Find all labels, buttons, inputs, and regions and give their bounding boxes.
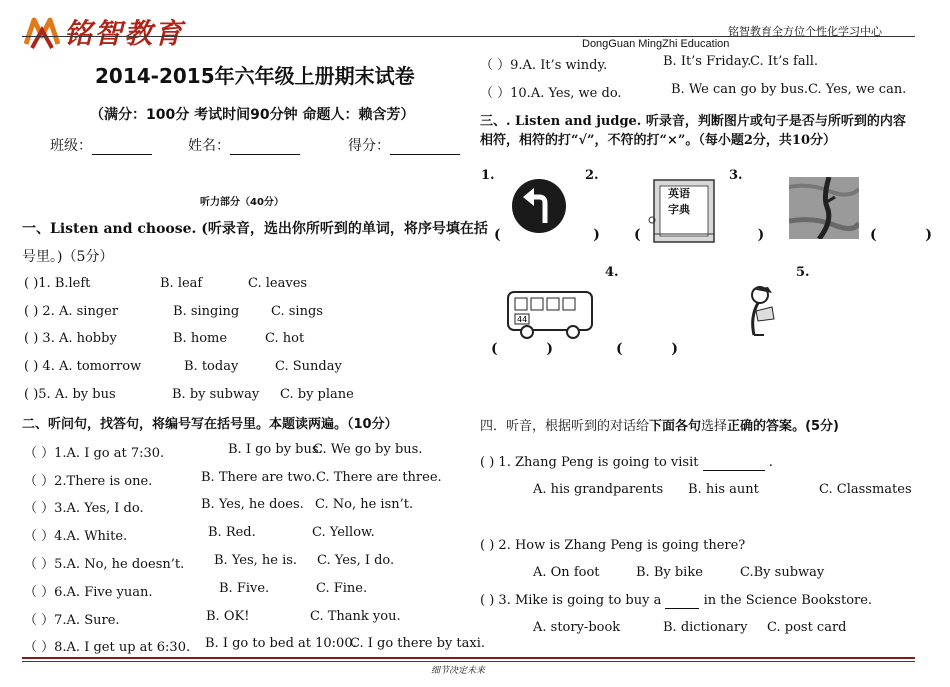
section4-heading-bold2: 正确的答案	[727, 419, 793, 434]
name-field[interactable]	[188, 135, 300, 155]
answer-paren[interactable]: ( )	[480, 593, 495, 608]
answer-paren[interactable]: （ ）	[480, 86, 511, 101]
answer-paren[interactable]: （ ）	[24, 640, 55, 655]
option-a: 8.A. I get up at 6:30.	[54, 640, 191, 655]
option-c: C. hot	[265, 331, 305, 346]
answer-blank[interactable]: ( )	[616, 341, 678, 357]
climber-photo	[789, 177, 859, 239]
question-text-end: .	[768, 455, 773, 470]
option-b: B. I go by bus.	[228, 442, 323, 457]
question-text: 1. Zhang Peng is going to visit	[498, 455, 699, 470]
answer-blank[interactable]	[703, 455, 765, 471]
section4-heading-post: 。(5分)	[792, 419, 839, 434]
answer-blank[interactable]: ( )	[870, 227, 932, 243]
name-blank[interactable]	[230, 140, 300, 155]
answer-paren[interactable]: ( )	[24, 331, 39, 346]
option-a: 2. A. singer	[42, 304, 119, 319]
answer-paren[interactable]: （ ）	[24, 501, 55, 516]
option-c: C. leaves	[248, 276, 308, 291]
answer-paren[interactable]: ( )	[24, 359, 39, 374]
class-field[interactable]	[50, 135, 152, 155]
score-blank[interactable]	[390, 140, 460, 155]
list-item	[24, 304, 118, 319]
footer-motto: 细节决定未来	[431, 666, 486, 676]
option-b: B. leaf	[160, 276, 203, 291]
option-a: 5. A. by bus	[38, 387, 116, 402]
option-a: 1.A. I go at 7:30.	[54, 446, 165, 461]
option-a: 6.A. Five yuan.	[54, 585, 153, 600]
person-reading-icon	[728, 283, 786, 339]
option-b: B. By bike	[636, 565, 703, 580]
list-item	[480, 82, 622, 101]
list-item	[24, 581, 153, 600]
list-item	[24, 387, 116, 402]
option-b: B. today	[184, 359, 239, 374]
option-a: 3. A. hobby	[42, 331, 117, 346]
answer-paren[interactable]: ( )	[480, 538, 495, 553]
answer-blank[interactable]: ( )	[634, 227, 765, 243]
option-b: B. Yes, he does.	[201, 497, 304, 512]
option-a: 5.A. No, he doesn’t.	[54, 557, 185, 572]
logo-icon	[24, 14, 60, 50]
answer-paren[interactable]: （ ）	[480, 58, 511, 73]
option-b: B. singing	[173, 304, 240, 319]
section4-heading-mid: 选择	[701, 419, 728, 434]
answer-blank[interactable]: ( )	[491, 341, 553, 357]
section2-heading: 二、听问句，找答句，将编号写在括号里。本题读两遍。（10分）	[22, 417, 398, 432]
option-c: C. I go there by taxi.	[350, 636, 486, 651]
option-a: 10.A. Yes, we do.	[510, 86, 622, 101]
header-rule	[22, 36, 915, 37]
section1-heading-2: 号里。)（5分）	[22, 249, 114, 265]
option-c: C. Yes, I do.	[317, 553, 395, 568]
answer-paren[interactable]: （ ）	[24, 585, 55, 600]
option-c: C. Sunday	[275, 359, 342, 374]
option-b: B. Red.	[208, 525, 256, 540]
option-c: C. sings	[271, 304, 323, 319]
option-b: B. by subway	[172, 387, 260, 402]
answer-paren[interactable]: （ ）	[24, 474, 55, 489]
option-b: B. his aunt	[688, 482, 759, 497]
list-item	[480, 54, 607, 73]
option-b: B. It’s Friday.	[663, 54, 752, 69]
question-row	[480, 455, 773, 471]
option-b: B. OK!	[206, 609, 250, 624]
picture-number: 1.	[481, 168, 495, 183]
section3-heading-2: 相符，相符的打“√”，不符的打“×”。（每小题2分，共10分）	[480, 133, 836, 148]
option-a: A. On foot	[533, 565, 600, 580]
option-c: C. post card	[767, 620, 847, 635]
list-item	[24, 470, 152, 489]
answer-paren[interactable]: ( )	[24, 276, 39, 291]
option-b: B. Yes, he is.	[214, 553, 298, 568]
answer-paren[interactable]: （ ）	[24, 557, 55, 572]
section1-heading-1: 一、Listen and choose. (听录音，选出你所听到的单词，将序号填在括	[22, 221, 488, 237]
option-c: C. Thank you.	[310, 609, 401, 624]
option-a: A. story-book	[533, 620, 621, 635]
option-c: C. We go by bus.	[313, 442, 423, 457]
option-a: 2.There is one.	[54, 474, 153, 489]
footer-rule-thin	[22, 661, 915, 662]
header-org-en: DongGuan MingZhi Education	[582, 38, 730, 50]
list-item	[24, 553, 184, 572]
class-blank[interactable]	[92, 140, 152, 155]
list-item	[24, 636, 190, 655]
option-b: B. home	[173, 331, 228, 346]
picture-number: 5.	[796, 265, 810, 280]
picture-number: 4.	[605, 265, 619, 280]
question-row	[480, 593, 872, 609]
option-c: C. No, he isn’t.	[315, 497, 414, 512]
picture-number: 2.	[585, 168, 599, 183]
answer-paren[interactable]: ( )	[24, 304, 39, 319]
option-a: 4.A. White.	[54, 529, 128, 544]
score-field[interactable]	[348, 135, 460, 155]
answer-paren[interactable]: ( )	[24, 387, 39, 402]
list-item	[24, 359, 141, 374]
dictionary-label: 英语字典	[668, 187, 690, 216]
list-item	[24, 331, 117, 346]
option-c: C. by plane	[280, 387, 354, 402]
option-c: C. Fine.	[316, 581, 368, 596]
list-item	[24, 609, 120, 628]
answer-paren[interactable]: （ ）	[24, 529, 55, 544]
answer-paren[interactable]: （ ）	[24, 446, 55, 461]
logo-text: 铭智教育	[64, 17, 185, 50]
option-a: A. his grandparents	[533, 482, 664, 497]
option-b: B. Five.	[219, 581, 270, 596]
class-label: 班级：	[50, 138, 92, 154]
section4-heading-bold1: 下面各句	[649, 419, 702, 434]
list-item	[24, 525, 127, 544]
option-a: 1. B.left	[38, 276, 91, 291]
list-item	[24, 442, 164, 461]
option-a: 7.A. Sure.	[54, 613, 120, 628]
section3-heading-1: 三、. Listen and judge. 听录音，判断图片或句子是否与所听到的内容	[480, 114, 906, 129]
score-label: 得分：	[348, 138, 390, 154]
answer-paren[interactable]: ( )	[480, 455, 495, 470]
answer-paren[interactable]: （ ）	[24, 613, 55, 628]
listening-heading: 听力部分（40分）	[200, 197, 284, 208]
option-c: C.By subway	[740, 565, 825, 580]
option-a: 3.A. Yes, I do.	[54, 501, 144, 516]
list-item	[24, 276, 90, 291]
answer-blank[interactable]	[665, 593, 699, 609]
option-b: B. I go to bed at 10:00.	[205, 636, 357, 651]
answer-blank[interactable]: ( )	[494, 227, 600, 243]
option-a: 4. A. tomorrow	[42, 359, 142, 374]
header-slogan: 铭智教育全方位个性化学习中心	[728, 25, 882, 38]
bus-icon	[505, 286, 597, 340]
svg-text:44: 44	[517, 315, 528, 324]
option-b: B. dictionary	[663, 620, 748, 635]
option-c: C. Classmates	[819, 482, 912, 497]
option-c: C. Yes, we can.	[808, 82, 907, 97]
picture-number: 3.	[729, 168, 743, 183]
section4-heading	[480, 415, 839, 434]
option-b: B. We can go by bus.	[671, 82, 809, 97]
question-text: 3. Mike is going to buy a	[498, 593, 662, 608]
option-c: C. There are three.	[316, 470, 442, 485]
option-b: B. There are two.	[201, 470, 316, 485]
footer-rule	[22, 657, 915, 659]
option-c: C. Yellow.	[312, 525, 375, 540]
name-label: 姓名：	[188, 138, 230, 154]
option-c: C. It’s fall.	[750, 54, 819, 69]
question-text-end: in the Science Bookstore.	[703, 593, 873, 608]
exam-subtitle: （满分：100分 考试时间90分钟 命题人：赖含芳）	[90, 107, 415, 123]
list-item	[24, 497, 144, 516]
exam-title: 2014-2015年六年级上册期末试卷	[95, 64, 415, 88]
question-text: 2. How is Zhang Peng is going there?	[498, 538, 746, 553]
option-a: 9.A. It’s windy.	[510, 58, 608, 73]
question-row	[480, 538, 745, 553]
section4-heading-pre: 四．听音，根据听到的对话给	[480, 419, 650, 434]
